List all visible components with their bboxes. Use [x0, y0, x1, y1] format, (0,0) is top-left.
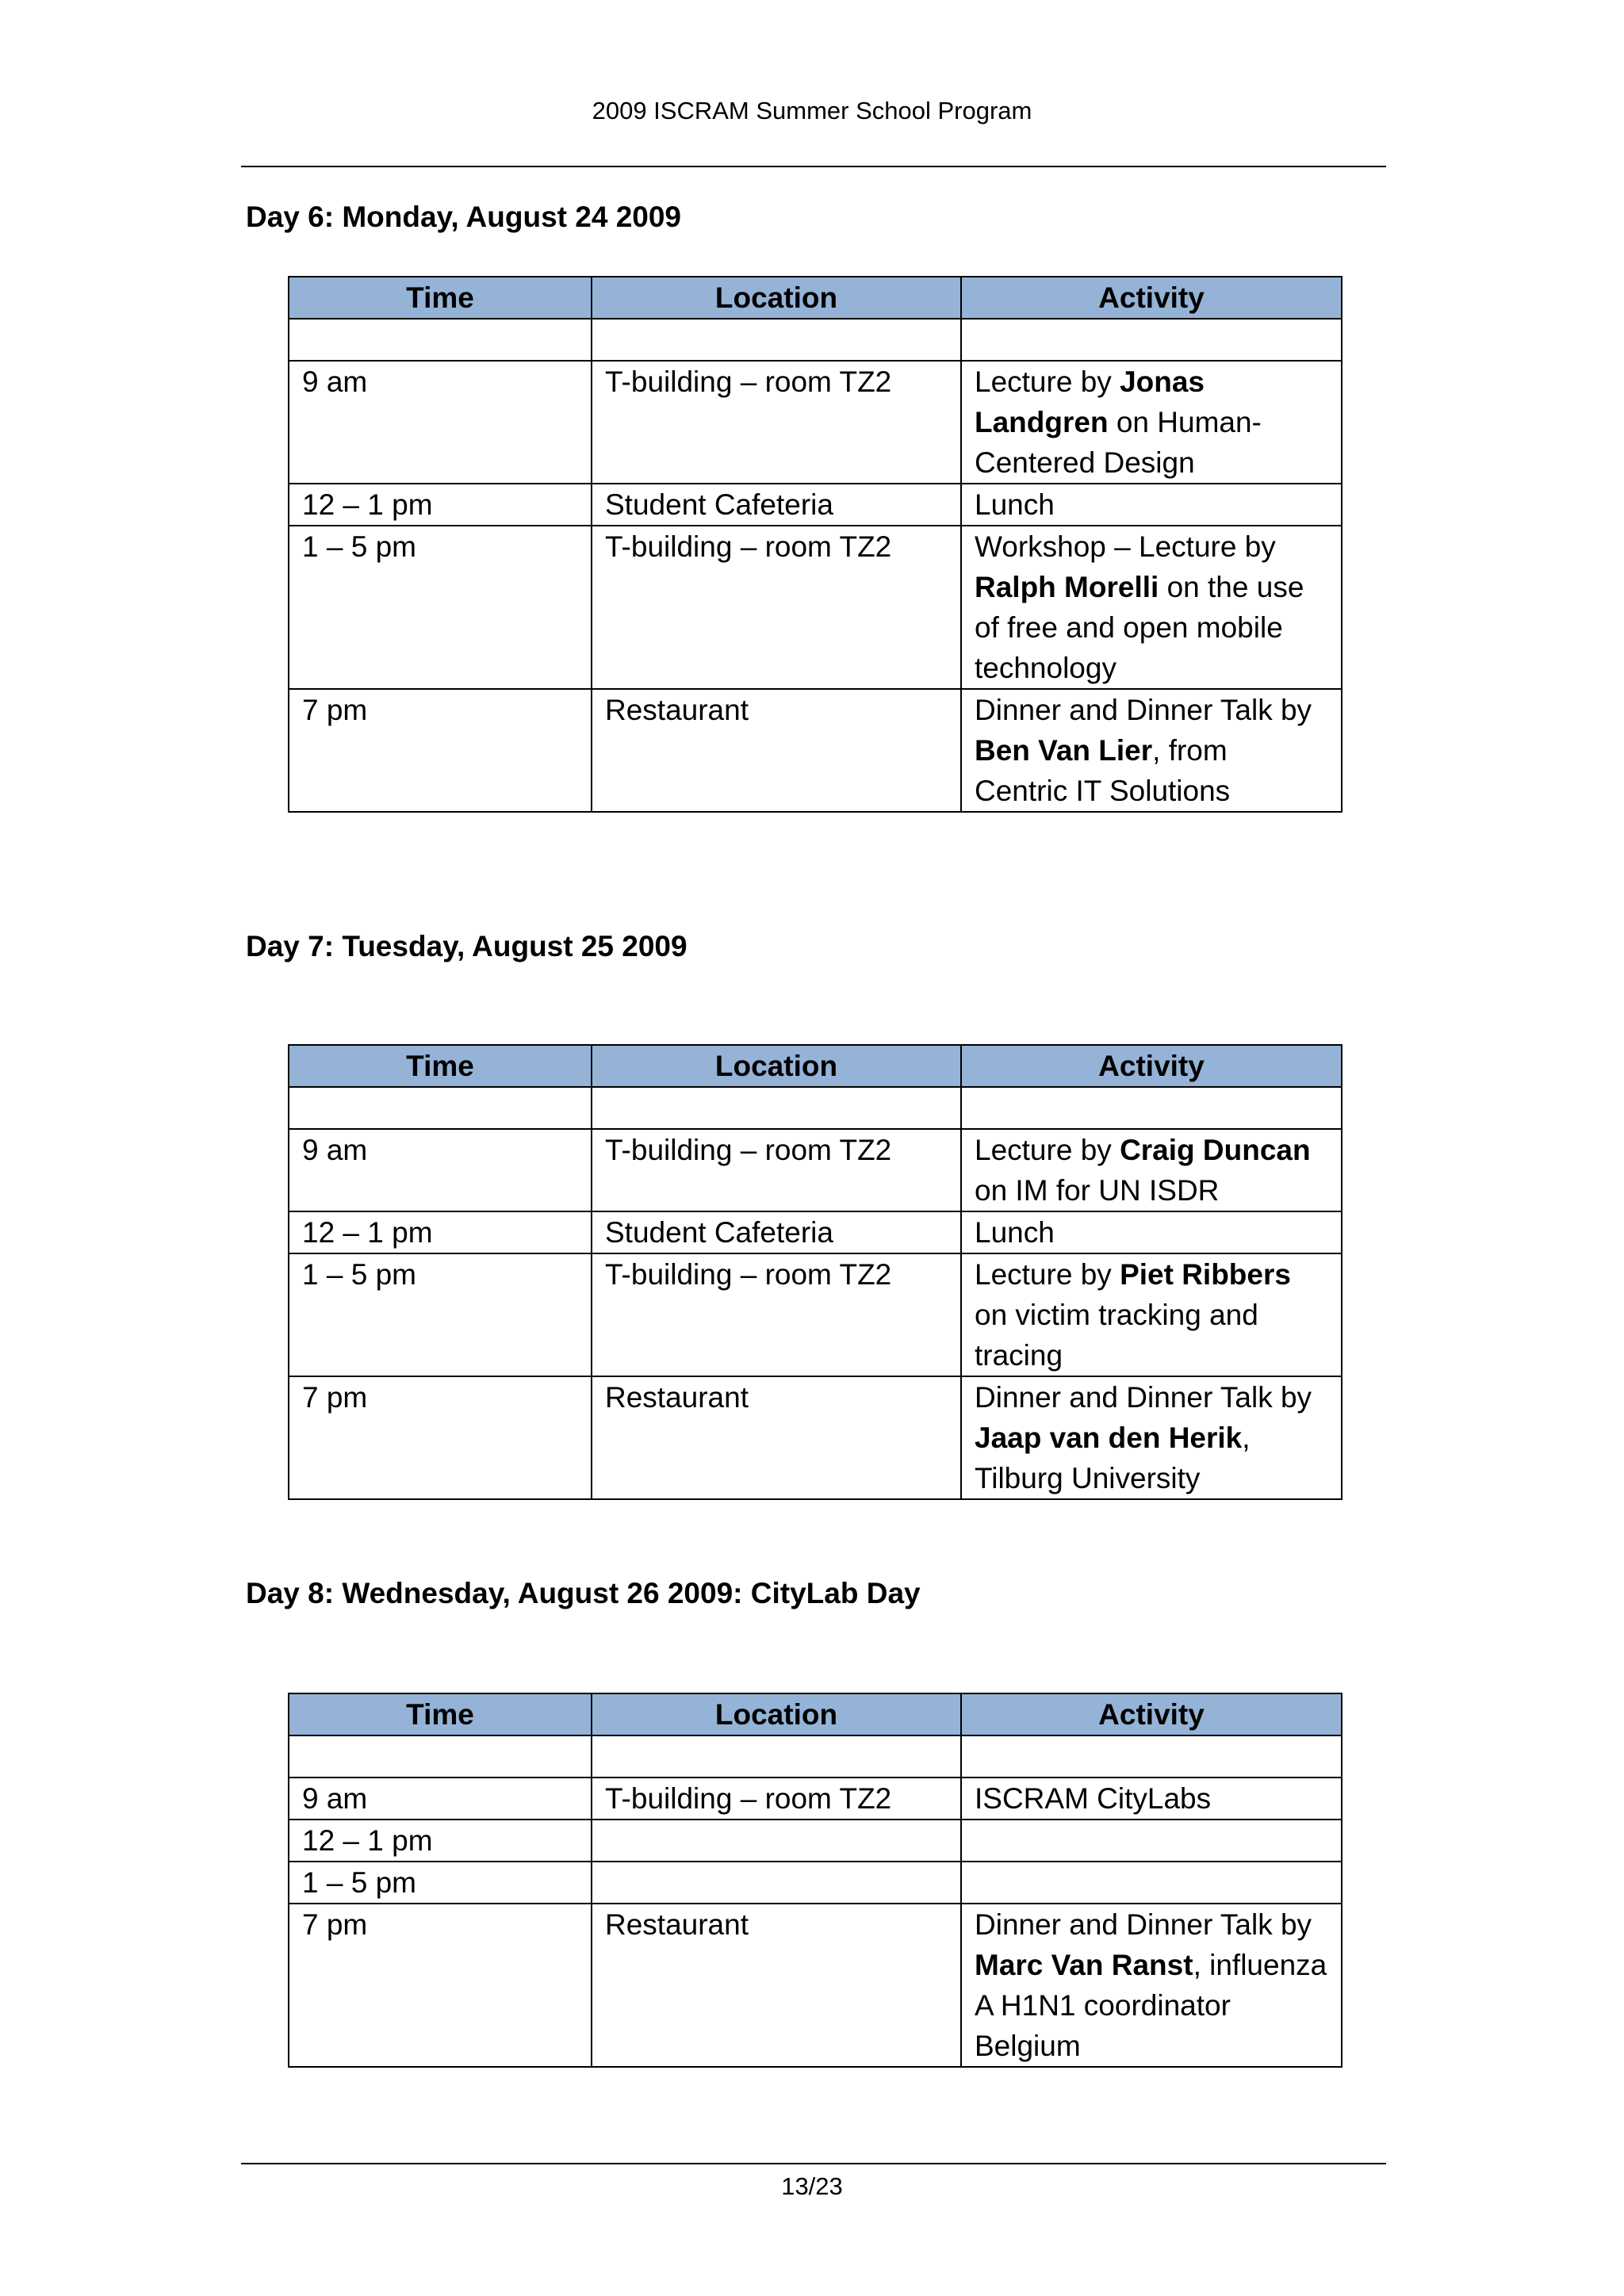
- location-cell: T-building – room TZ2: [592, 1253, 961, 1376]
- table-row: [289, 1820, 1342, 1862]
- table-row: [289, 1862, 1342, 1904]
- time-cell: 7 pm: [289, 1376, 592, 1499]
- column-header-activity: Activity: [961, 1045, 1342, 1087]
- time-cell: 7 pm: [289, 1904, 592, 2067]
- speaker-name: Jaap van den Herik: [975, 1422, 1243, 1454]
- speaker-name: Ralph Morelli: [975, 571, 1159, 603]
- activity-cell: Lunch: [961, 484, 1342, 526]
- activity-cell: Lecture by Piet Ribbers on victim tracking and tracing: [961, 1253, 1342, 1376]
- blank-cell: [289, 319, 592, 361]
- column-header-activity: Activity: [961, 277, 1342, 319]
- table-row: [289, 1129, 1342, 1211]
- blank-row: [289, 319, 1342, 361]
- running-header: 2009 ISCRAM Summer School Program: [592, 97, 1032, 124]
- table-row: [289, 1904, 1342, 2067]
- location-cell: T-building – room TZ2: [592, 526, 961, 689]
- location-cell: T-building – room TZ2: [592, 1129, 961, 1211]
- schedule-table-day-7: [288, 1044, 1342, 1500]
- activity-cell: ISCRAM CityLabs: [961, 1777, 1342, 1820]
- schedule-table-day-8: [288, 1693, 1342, 2068]
- speaker-name: Marc Van Ranst: [975, 1949, 1193, 1981]
- activity-cell: Lecture by Craig Duncan on IM for UN ISDR: [961, 1129, 1342, 1211]
- table-row: [289, 484, 1342, 526]
- table-header-row: [289, 1693, 1342, 1735]
- time-cell: 7 pm: [289, 689, 592, 812]
- column-header-time: Time: [289, 1045, 592, 1087]
- time-cell: 1 – 5 pm: [289, 1862, 592, 1904]
- blank-cell: [289, 1735, 592, 1777]
- location-cell: Restaurant: [592, 689, 961, 812]
- table-row: [289, 1253, 1342, 1376]
- location-cell: T-building – room TZ2: [592, 361, 961, 484]
- column-header-activity: Activity: [961, 1693, 1342, 1735]
- table-row: [289, 689, 1342, 812]
- time-cell: 1 – 5 pm: [289, 526, 592, 689]
- speaker-name: Piet Ribbers: [1120, 1258, 1291, 1291]
- blank-cell: [961, 1087, 1342, 1129]
- column-header-location: Location: [592, 1045, 961, 1087]
- table-row: [289, 1376, 1342, 1499]
- activity-cell: Workshop – Lecture by Ralph Morelli on the use of free and open mobile technology: [961, 526, 1342, 689]
- blank-cell: [592, 1087, 961, 1129]
- blank-cell: [961, 319, 1342, 361]
- location-cell: [592, 1820, 961, 1862]
- activity-cell: Dinner and Dinner Talk by Jaap van den Herik, Tilburg University: [961, 1376, 1342, 1499]
- column-header-time: Time: [289, 1693, 592, 1735]
- table-row: [289, 526, 1342, 689]
- time-cell: 9 am: [289, 1777, 592, 1820]
- schedule-table-day-6: [288, 276, 1342, 813]
- speaker-name: Jonas Landgren: [975, 365, 1205, 438]
- blank-row: [289, 1735, 1342, 1777]
- activity-cell: Lunch: [961, 1211, 1342, 1253]
- speaker-name: Craig Duncan: [1120, 1134, 1311, 1166]
- table-header-row: [289, 1045, 1342, 1087]
- time-cell: 12 – 1 pm: [289, 1820, 592, 1862]
- location-cell: Restaurant: [592, 1904, 961, 2067]
- column-header-time: Time: [289, 277, 592, 319]
- activity-cell: [961, 1862, 1342, 1904]
- table-row: [289, 1211, 1342, 1253]
- activity-cell: [961, 1820, 1342, 1862]
- location-cell: Restaurant: [592, 1376, 961, 1499]
- location-cell: T-building – room TZ2: [592, 1777, 961, 1820]
- header-rule: [241, 166, 1386, 167]
- time-cell: 12 – 1 pm: [289, 484, 592, 526]
- blank-cell: [592, 319, 961, 361]
- blank-row: [289, 1087, 1342, 1129]
- speaker-name: Ben Van Lier: [975, 734, 1153, 767]
- location-cell: [592, 1862, 961, 1904]
- blank-cell: [592, 1735, 961, 1777]
- table-row: [289, 1777, 1342, 1820]
- table-header-row: [289, 277, 1342, 319]
- time-cell: 12 – 1 pm: [289, 1211, 592, 1253]
- day-heading-7: Day 7: Tuesday, August 25 2009: [246, 930, 688, 962]
- activity-cell: Dinner and Dinner Talk by Marc Van Ranst, influenza A H1N1 coordinator Belgium: [961, 1904, 1342, 2067]
- activity-cell: Lecture by Jonas Landgren on Human-Centered Design: [961, 361, 1342, 484]
- location-cell: Student Cafeteria: [592, 1211, 961, 1253]
- column-header-location: Location: [592, 277, 961, 319]
- time-cell: 9 am: [289, 1129, 592, 1211]
- time-cell: 9 am: [289, 361, 592, 484]
- column-header-location: Location: [592, 1693, 961, 1735]
- day-heading-6: Day 6: Monday, August 24 2009: [246, 201, 682, 233]
- table-row: [289, 361, 1342, 484]
- footer-rule: [241, 2163, 1386, 2164]
- day-heading-8: Day 8: Wednesday, August 26 2009: CityLab Day: [246, 1577, 921, 1609]
- blank-cell: [961, 1735, 1342, 1777]
- blank-cell: [289, 1087, 592, 1129]
- activity-cell: Dinner and Dinner Talk by Ben Van Lier, from Centric IT Solutions: [961, 689, 1342, 812]
- time-cell: 1 – 5 pm: [289, 1253, 592, 1376]
- page-number: 13/23: [781, 2172, 843, 2200]
- location-cell: Student Cafeteria: [592, 484, 961, 526]
